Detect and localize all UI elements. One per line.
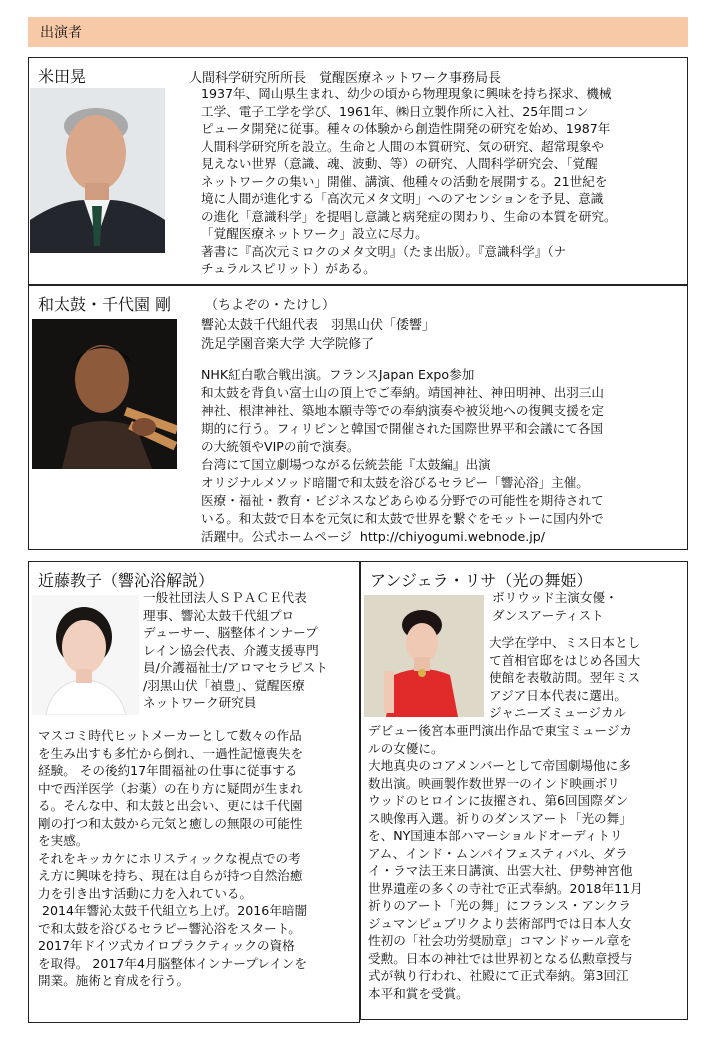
portrait-photo <box>32 319 177 469</box>
portrait-photo <box>30 88 165 253</box>
portrait-photo <box>364 595 484 717</box>
portrait-photo <box>32 595 139 715</box>
performer-card-kondo <box>28 561 360 1023</box>
performer-role: ボリウッド主演女優・ ダンスアーティスト <box>492 590 618 623</box>
performer-bio: マスコミ時代ヒットメーカーとして数々の作品 を生み出すも多忙から倒れ、一過性記憶喪失を 経験。 その後約17年間福祉の仕事に従事する 中で西洋医学（お薬）の在り方に疑問が生まれ る。そんな中、和太鼓と出会い、更には千代園 剛の打つ和太鼓から元気と癒しの無限の可能性 を実感。 それをキッカケにホリスティックな視点での考 え方に興味を持ち、現在は自らが持つ自然治癒 力を引き出す活動に力を入れている。 2014年響沁太鼓千代組立ち上げ。2016年暗闇 で和太鼓を浴びるセラピー響沁浴をスタート。 2017年ドイツ式カイロプラクティックの資格 を取得。 2017年4月脳整体インナープレインを 開業。施術と育成を行う。 <box>38 728 308 988</box>
performer-name: 米田晃 <box>38 67 87 86</box>
performer-bio: デビュー後宮本亜門演出作品で東宝ミュージカ ルの女優に。 大地真央のコアメンバーとして帝国劇場他に多 数出演。映画製作数世界一のインド映画ボリ ウッドのヒロインに抜擢され、第6回国際ダン ス映像再入選。祈りのダンスアート「光の舞」 を、NY国連本部ハマーショルドオーディトリ アム、インド・ムンバイフェスティバル、ダラ イ・ラマ法王来日講演、出雲大社、伊勢神宮他 世界遺産の多くの寺社で正式奉納。2018年11月 祈りのアート「光の舞」にフランス・アンクラ ジュマンピュブリクより芸術部門では日本人女 性初の「社会功労奨励章」コマンドゥール章を 受勲。日本の神社では世界初となる仏勲章授与 式が執り行われ、社殿にて正式奉納。第3回江 本平和賞を受賞。 <box>368 723 643 1001</box>
performer-name: 和太鼓・千代園 剛 <box>38 295 172 314</box>
performer-reading: （ちよぞの・たけし） <box>205 298 336 313</box>
section-header <box>28 17 688 47</box>
performer-card-chiyozono <box>28 285 688 550</box>
performer-bio-side: 大学在学中、ミス日本とし て首相官邸をはじめ各国大 使館を表敬訪問。翌年ミス アジア日本代表に選出。 ジャニーズミュージカル <box>489 635 641 720</box>
performer-name: 近藤教子（響沁浴解説） <box>38 571 215 590</box>
section-title: 出演者 <box>40 25 82 41</box>
performer-bio: NHK紅白歌合戦出演。フランスJapan Expo参加 和太鼓を背負い富士山の頂上でご奉納。靖国神社、神田明神、出羽三山 神社、根津神社、築地本願寺等での奉納演奏や被災地への復興支援を定 期的に行う。フィリピンと韓国で開催された国際世界平和会議にて各国 の大統領やVIPの前で演奏。 台湾にて国立劇場つながる伝統芸能『太鼓編』出演 オリジナルメソッド暗闇で和太鼓を浴びるセラピー「響沁浴」主催。 医療・福祉・教育・ビジネスなどあらゆる分野での可能性を期待されて いる。和太鼓で日本を元気に和太鼓で世界を繋ぐをモットーに国内外で 活躍中。公式ホームページ http://chiyogumi.webnode.jp/ <box>201 367 604 544</box>
performer-name: アンジェラ・リサ（光の舞姫） <box>370 571 593 590</box>
performer-role: 人間科学研究所所長 覚醒医療ネットワーク事務局長 <box>189 71 502 86</box>
performer-card-yoneda <box>28 57 688 285</box>
performer-role: 一般社団法人ＳＰＡＣＥ代表 理事、響沁太鼓千代組プロ デューサー、脳整体インナープ レイン協会代表、介護支援専門 員/介護福祉士/アロマセラピスト /羽黒山伏「禎豊」、覚醒医療 ネットワーク研究員 <box>143 590 328 710</box>
performer-card-angela-risa <box>360 561 688 1020</box>
performer-bio: 1937年、岡山県生まれ、幼少の頃から物理現象に興味を持ち探求、機械 工学、電子工学を学び、1961年、㈱日立製作所に入社、25年間コン ピュータ開発に従事。種々の体験から創造性開発の研究を始め、1987年 人間科学研究所を設立。生命と人間の本質研究、気の研究、超常現象や 見えない世界（意識、魂、波動、等）の研究、人間科学研究会、「覚醒 ネットワークの集い」開催、講演、他種々の活動を展開する。21世紀を 境に人間が進化する「高次元メタ文明」へのアセンションを予見、意識 の進化「意識科学」を提唱し意識と病発症の関わり、生命の本質を研究。 「覚醒医療ネットワーク」設立に尽力。 著書に『高次元ミロクのメタ文明』（たま出版）。『意識科学』（ナ チュラルスピリット）がある。 <box>201 86 617 276</box>
performer-role: 響沁太鼓千代組代表 羽黒山伏「倭響」 洗足学園音楽大学 大学院修了 <box>201 318 436 352</box>
